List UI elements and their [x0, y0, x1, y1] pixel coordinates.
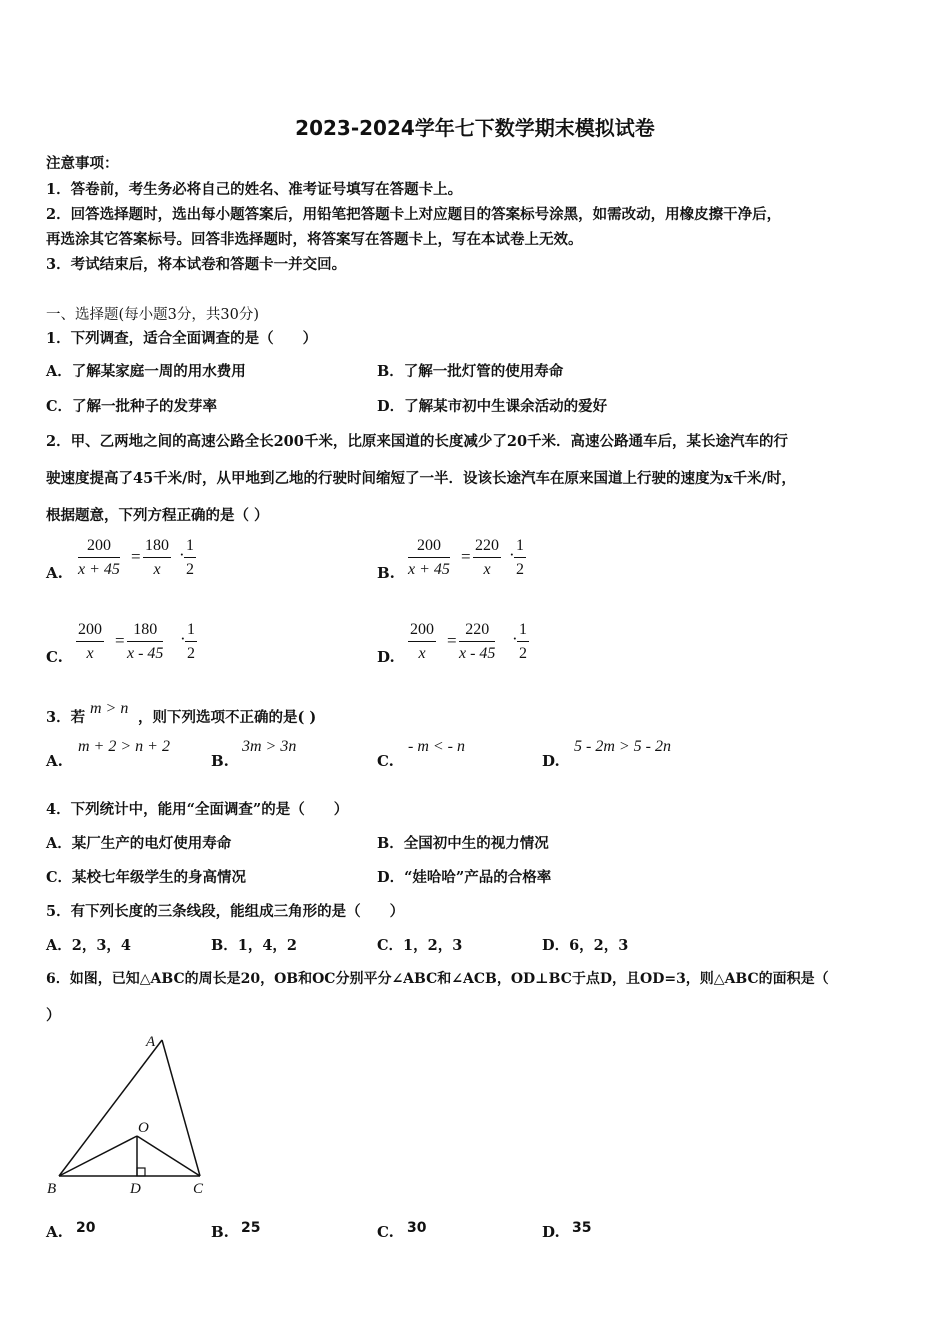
notice-heading: 注意事项： — [46, 155, 119, 172]
q3-option-d[interactable]: 5 - 2m > 5 - 2n — [574, 738, 672, 755]
q2-line-1: 2．甲、乙两地之间的高速公路全长200千米，比原来国道的长度减少了20千米．高速公路通车后，某长途汽车的行 — [46, 433, 789, 450]
q4-option-d[interactable]: D．“娃哈哈”产品的合格率 — [377, 869, 552, 886]
q2-c-frac-3: $\frac{1}{2}$ — [187, 621, 195, 662]
q6-line-1: 6．如图，已知△ABC的周长是20，OB和OC分别平分∠ABC和∠ACB，OD⊥BC于点D，且OD=3，则△ABC的面积是（ — [46, 971, 829, 987]
notice-line-3: 3．考试结束后，将本试卷和答题卡一并交回。 — [46, 256, 347, 273]
q2-line-3: 根据题意，下列方程正确的是（ ） — [46, 507, 269, 524]
q6-option-b[interactable]: 25 — [241, 1220, 261, 1236]
q2-option-a-label: A. — [46, 564, 63, 582]
q1-stem: 1．下列调查，适合全面调查的是（ ） — [46, 330, 318, 347]
point-d-label: D — [130, 1181, 141, 1197]
q1-option-c[interactable]: C．了解一批种子的发芽率 — [46, 398, 218, 415]
q2-option-d-label: D. — [377, 648, 395, 666]
q5-option-b[interactable]: B．1，4，2 — [211, 937, 298, 954]
q5-option-d[interactable]: D．6，2，3 — [542, 937, 629, 954]
notice-line-2b: 再选涂其它答案标号。回答非选择题时，将答案写在答题卡上，写在本试卷上无效。 — [46, 231, 583, 248]
q3-option-a[interactable]: m + 2 > n + 2 — [78, 738, 170, 755]
q2-c-frac-1: $\frac{200}{x}$ — [78, 621, 102, 662]
q3-option-a-label: A. — [46, 752, 63, 770]
q6-option-c[interactable]: 30 — [407, 1220, 427, 1236]
notice-line-2a: 2．回答选择题时，选出每小题答案后，用铅笔把答题卡上对应题目的答案标号涂黑，如需改动，用橡皮擦干净后， — [46, 206, 782, 223]
page-title: 2023-2024学年七下数学期末模拟试卷 — [295, 116, 655, 140]
q2-a-frac-3: $\frac{1}{2}$ — [186, 537, 194, 578]
q2-b-frac-3: $\frac{1}{2}$ — [516, 537, 524, 578]
q2-d-frac-2: $\frac{220}{x - 45}$ — [459, 621, 496, 662]
q6-option-a-label: A. — [46, 1223, 63, 1241]
q4-stem: 4．下列统计中，能用“全面调查”的是（ ） — [46, 801, 349, 818]
q4-option-b[interactable]: B．全国初中生的视力情况 — [377, 835, 549, 852]
q2-c-equals: = — [115, 631, 125, 650]
q6-line-2: ） — [46, 1007, 61, 1024]
q2-option-b-label: B. — [377, 564, 395, 582]
q2-c-frac-2: $\frac{180}{x - 45}$ — [127, 621, 164, 662]
q3-option-c[interactable]: - m < - n — [408, 738, 466, 755]
q1-option-a[interactable]: A．了解某家庭一周的用水费用 — [46, 363, 246, 380]
q2-option-c-label: C. — [46, 648, 63, 666]
q3-stem-prefix: 3．若 — [46, 709, 86, 726]
q3-option-b[interactable]: 3m > 3n — [242, 738, 297, 755]
q2-b-equals: = — [461, 547, 471, 566]
side-ab — [59, 1040, 162, 1176]
q6-option-d[interactable]: 35 — [572, 1220, 592, 1236]
q6-option-c-label: C. — [377, 1223, 394, 1241]
q2-d-frac-1: $\frac{200}{x}$ — [410, 621, 434, 662]
q2-a-equals: = — [131, 547, 141, 566]
q2-c-dot: · — [180, 629, 186, 648]
q5-stem: 5．有下列长度的三条线段，能组成三角形的是（ ） — [46, 903, 405, 920]
q3-option-c-label: C. — [377, 752, 394, 770]
q2-a-frac-1: $\frac{200}{x + 45}$ — [78, 537, 120, 578]
q6-option-a[interactable]: 20 — [76, 1220, 96, 1236]
q3-stem-suffix: ，则下列选项不正确的是( ) — [138, 709, 317, 726]
triangle-figure — [40, 1030, 220, 1205]
q2-d-dot: · — [512, 629, 518, 648]
vertex-b-label: B — [47, 1181, 57, 1197]
q5-option-c[interactable]: C．1，2，3 — [377, 937, 463, 954]
q6-option-d-label: D. — [542, 1223, 560, 1241]
section-heading: 一、选择题(每小题3分，共30分) — [46, 307, 259, 323]
q6-option-b-label: B. — [211, 1223, 229, 1241]
notice-line-1: 1．答卷前，考生务必将自己的姓名、准考证号填写在答题卡上。 — [46, 181, 463, 198]
q1-option-b[interactable]: B．了解一批灯管的使用寿命 — [377, 363, 564, 380]
q3-condition: m > n — [90, 700, 129, 717]
vertex-a-label: A — [146, 1034, 156, 1050]
q2-a-dot: · — [179, 545, 185, 564]
q2-d-equals: = — [447, 631, 457, 650]
point-o-label: O — [138, 1120, 149, 1136]
q2-b-frac-2: $\frac{220}{x}$ — [475, 537, 499, 578]
q2-b-dot: · — [509, 545, 515, 564]
vertex-c-label: C — [193, 1181, 204, 1197]
q1-option-d[interactable]: D．了解某市初中生课余活动的爱好 — [377, 398, 608, 415]
q5-option-a[interactable]: A．2，3，4 — [46, 937, 132, 954]
q3-option-b-label: B. — [211, 752, 229, 770]
q4-option-c[interactable]: C．某校七年级学生的身高情况 — [46, 869, 247, 886]
q4-option-a[interactable]: A．某厂生产的电灯使用寿命 — [46, 835, 232, 852]
q2-line-2: 驶速度提高了45千米/时，从甲地到乙地的行驶时间缩短了一半．设该长途汽车在原来国道上行驶的速度为x千米/时， — [46, 470, 796, 487]
segment-ob — [59, 1136, 137, 1176]
q2-a-frac-2: $\frac{180}{x}$ — [145, 537, 169, 578]
q3-option-d-label: D. — [542, 752, 560, 770]
q2-b-frac-1: $\frac{200}{x + 45}$ — [408, 537, 450, 578]
right-angle-mark — [137, 1168, 145, 1176]
q2-d-frac-3: $\frac{1}{2}$ — [519, 621, 527, 662]
